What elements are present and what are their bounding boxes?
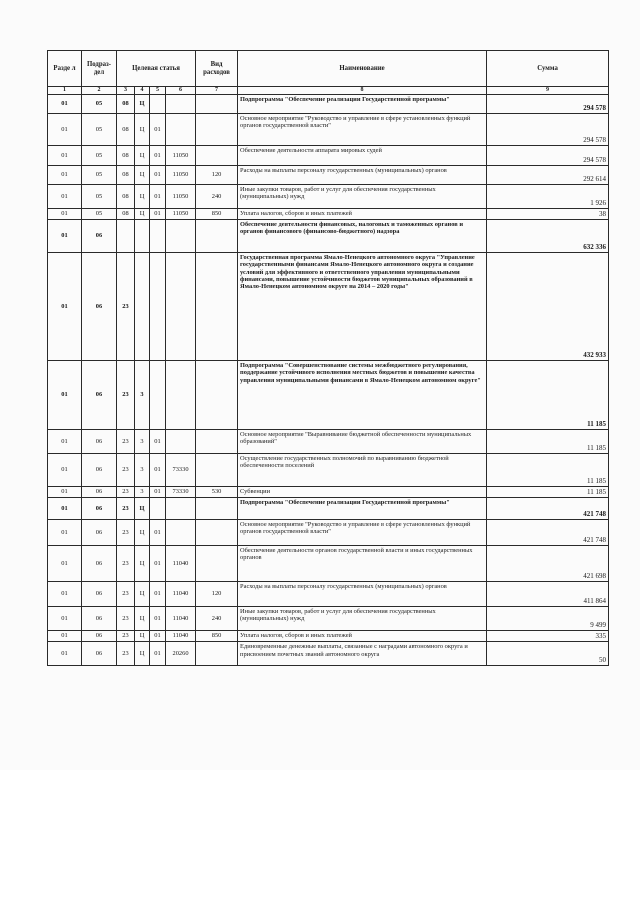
cell-razdel: 01 (48, 146, 82, 166)
header-vid-rashodov: Вид расходов (196, 51, 238, 87)
table-row (48, 642, 609, 666)
cell-program: 23 (117, 487, 135, 498)
cell-subprogram: Ц (135, 520, 150, 546)
cell-program: 23 (117, 520, 135, 546)
table-row (48, 114, 609, 146)
cell-summa: 38 (487, 209, 609, 220)
cell-razdel: 01 (48, 607, 82, 631)
cell-naimenovanie: Расходы на выплаты персоналу государственных (муниципальных) органов (238, 166, 487, 185)
cell-subprogram: Ц (135, 642, 150, 666)
cell-vid-rashodov (196, 361, 238, 430)
cell-direction (166, 253, 196, 361)
cell-direction (166, 95, 196, 114)
cell-razdel: 01 (48, 454, 82, 487)
cell-naimenovanie: Иные закупки товаров, работ и услуг для обеспечения государственных (муниципальных) нужд (238, 185, 487, 209)
cell-vid-rashodov (196, 430, 238, 454)
cell-summa: 421 748 (487, 520, 609, 546)
cell-razdel: 01 (48, 631, 82, 642)
cell-direction: 73330 (166, 487, 196, 498)
cell-naimenovanie: Подпрограмма "Совершенствование системы межбюджетного регулирования, поддержание устойчивого исполнения местных бюджетов и повышение качества управления муниципальными финансами в Ямало-Ненецком автономном округе" (238, 361, 487, 430)
cell-summa: 11 185 (487, 361, 609, 430)
cell-podrazdel: 05 (82, 114, 117, 146)
cell-vid-rashodov: 850 (196, 631, 238, 642)
cell-program: 08 (117, 166, 135, 185)
cell-naimenovanie: Основное мероприятие "Руководство и управление в сфере установленных функций органов государственной власти" (238, 520, 487, 546)
cell-summa: 432 933 (487, 253, 609, 361)
cell-subprogram: Ц (135, 546, 150, 582)
cell-summa: 421 748 (487, 498, 609, 520)
cell-event: 01 (150, 146, 166, 166)
cell-subprogram: 3 (135, 487, 150, 498)
cell-razdel: 01 (48, 253, 82, 361)
cell-direction: 11040 (166, 631, 196, 642)
cell-direction (166, 361, 196, 430)
cell-vid-rashodov (196, 146, 238, 166)
cell-subprogram (135, 253, 150, 361)
column-number: 7 (196, 87, 238, 95)
table-row (48, 361, 609, 430)
cell-direction (166, 520, 196, 546)
header-summa: Сумма (487, 51, 609, 87)
cell-subprogram: Ц (135, 146, 150, 166)
cell-podrazdel: 06 (82, 361, 117, 430)
table-row (48, 166, 609, 185)
cell-subprogram: Ц (135, 209, 150, 220)
page-bottom-area (0, 770, 640, 905)
cell-razdel: 01 (48, 520, 82, 546)
cell-naimenovanie: Подпрограмма "Обеспечение реализации Государственной программы" (238, 498, 487, 520)
cell-program: 23 (117, 361, 135, 430)
cell-subprogram: Ц (135, 607, 150, 631)
cell-summa: 411 864 (487, 582, 609, 607)
cell-vid-rashodov: 240 (196, 185, 238, 209)
cell-program: 23 (117, 253, 135, 361)
cell-vid-rashodov (196, 546, 238, 582)
cell-podrazdel: 05 (82, 185, 117, 209)
table-row (48, 430, 609, 454)
cell-summa: 50 (487, 642, 609, 666)
table-row (48, 631, 609, 642)
cell-summa: 11 185 (487, 454, 609, 487)
cell-naimenovanie: Субвенции (238, 487, 487, 498)
cell-podrazdel: 06 (82, 454, 117, 487)
budget-table (47, 50, 609, 666)
cell-podrazdel: 06 (82, 430, 117, 454)
cell-naimenovanie: Иные закупки товаров, работ и услуг для обеспечения государственных (муниципальных) нужд (238, 607, 487, 631)
cell-naimenovanie: Расходы на выплаты персоналу государственных (муниципальных) органов (238, 582, 487, 607)
table-row (48, 146, 609, 166)
cell-program: 23 (117, 642, 135, 666)
cell-razdel: 01 (48, 546, 82, 582)
table-row (48, 582, 609, 607)
cell-program: 08 (117, 95, 135, 114)
cell-vid-rashodov (196, 454, 238, 487)
cell-vid-rashodov (196, 498, 238, 520)
cell-podrazdel: 05 (82, 166, 117, 185)
cell-subprogram: Ц (135, 166, 150, 185)
cell-razdel: 01 (48, 642, 82, 666)
cell-subprogram: Ц (135, 95, 150, 114)
cell-program: 23 (117, 454, 135, 487)
cell-razdel: 01 (48, 209, 82, 220)
cell-subprogram: Ц (135, 631, 150, 642)
cell-razdel: 01 (48, 361, 82, 430)
cell-vid-rashodov (196, 642, 238, 666)
cell-event (150, 253, 166, 361)
cell-summa: 292 614 (487, 166, 609, 185)
cell-podrazdel: 06 (82, 631, 117, 642)
cell-naimenovanie: Единовременные денежные выплаты, связанные с наградами автономного округа и присвоением почетных званий автономного округа (238, 642, 487, 666)
table-row (48, 546, 609, 582)
cell-razdel: 01 (48, 430, 82, 454)
cell-razdel: 01 (48, 166, 82, 185)
column-number-row (48, 87, 609, 95)
cell-direction: 11040 (166, 607, 196, 631)
cell-summa: 9 499 (487, 607, 609, 631)
cell-event: 01 (150, 209, 166, 220)
cell-subprogram: Ц (135, 114, 150, 146)
table-body (48, 95, 609, 666)
cell-podrazdel: 06 (82, 582, 117, 607)
cell-event (150, 498, 166, 520)
cell-subprogram: Ц (135, 582, 150, 607)
cell-vid-rashodov: 120 (196, 582, 238, 607)
cell-podrazdel: 06 (82, 520, 117, 546)
cell-podrazdel: 05 (82, 95, 117, 114)
table-row (48, 220, 609, 253)
cell-vid-rashodov (196, 253, 238, 361)
cell-razdel: 01 (48, 582, 82, 607)
cell-razdel: 01 (48, 220, 82, 253)
table-header-row (48, 51, 609, 87)
cell-summa: 632 336 (487, 220, 609, 253)
cell-direction: 11040 (166, 582, 196, 607)
cell-event: 01 (150, 185, 166, 209)
table-row (48, 607, 609, 631)
cell-naimenovanie: Подпрограмма "Обеспечение реализации Государственной программы" (238, 95, 487, 114)
cell-vid-rashodov (196, 520, 238, 546)
table-row (48, 209, 609, 220)
cell-program: 23 (117, 582, 135, 607)
cell-program: 23 (117, 546, 135, 582)
cell-vid-rashodov (196, 220, 238, 253)
cell-event: 01 (150, 631, 166, 642)
cell-event (150, 95, 166, 114)
cell-event: 01 (150, 430, 166, 454)
cell-summa: 335 (487, 631, 609, 642)
cell-event: 01 (150, 607, 166, 631)
column-number: 4 (135, 87, 150, 95)
table-row (48, 520, 609, 546)
cell-summa: 294 578 (487, 95, 609, 114)
cell-program: 08 (117, 209, 135, 220)
cell-direction: 20260 (166, 642, 196, 666)
cell-vid-rashodov: 530 (196, 487, 238, 498)
cell-summa: 421 698 (487, 546, 609, 582)
column-number: 2 (82, 87, 117, 95)
cell-program: 23 (117, 498, 135, 520)
header-razdel: Разде л (48, 51, 82, 87)
cell-naimenovanie: Обеспечение деятельности органов государственной власти и иных государственных органов (238, 546, 487, 582)
cell-naimenovanie: Уплата налогов, сборов и иных платежей (238, 631, 487, 642)
cell-event: 01 (150, 454, 166, 487)
cell-naimenovanie: Обеспечение деятельности аппарата мировых судей (238, 146, 487, 166)
header-celevaya-statya: Целевая статья (117, 51, 196, 87)
cell-event: 01 (150, 520, 166, 546)
cell-program: 23 (117, 430, 135, 454)
cell-podrazdel: 06 (82, 546, 117, 582)
cell-naimenovanie: Уплата налогов, сборов и иных платежей (238, 209, 487, 220)
cell-razdel: 01 (48, 487, 82, 498)
cell-vid-rashodov: 120 (196, 166, 238, 185)
column-number: 3 (117, 87, 135, 95)
cell-event: 01 (150, 546, 166, 582)
cell-direction: 11050 (166, 185, 196, 209)
cell-event (150, 220, 166, 253)
column-number: 9 (487, 87, 609, 95)
cell-direction (166, 220, 196, 253)
cell-direction (166, 114, 196, 146)
cell-naimenovanie: Осуществление государственных полномочий по выравниванию бюджетной обеспеченности поселений (238, 454, 487, 487)
cell-program: 08 (117, 114, 135, 146)
cell-razdel: 01 (48, 95, 82, 114)
cell-podrazdel: 06 (82, 220, 117, 253)
cell-summa: 294 578 (487, 146, 609, 166)
cell-direction: 11050 (166, 166, 196, 185)
cell-podrazdel: 05 (82, 209, 117, 220)
cell-event: 01 (150, 642, 166, 666)
cell-program: 08 (117, 146, 135, 166)
cell-direction: 11050 (166, 146, 196, 166)
cell-program: 23 (117, 607, 135, 631)
cell-subprogram: 3 (135, 361, 150, 430)
cell-direction: 11050 (166, 209, 196, 220)
header-naimenovanie: Наименование (238, 51, 487, 87)
cell-vid-rashodov (196, 114, 238, 146)
cell-podrazdel: 06 (82, 487, 117, 498)
cell-razdel: 01 (48, 114, 82, 146)
cell-direction: 73330 (166, 454, 196, 487)
cell-naimenovanie: Обеспечение деятельности финансовых, налоговых и таможенных органов и органов финансового (финансово-бюджетного) надзора (238, 220, 487, 253)
table-row (48, 498, 609, 520)
table-row (48, 487, 609, 498)
cell-subprogram: Ц (135, 498, 150, 520)
cell-vid-rashodov: 240 (196, 607, 238, 631)
cell-event: 01 (150, 114, 166, 146)
cell-summa: 1 926 (487, 185, 609, 209)
cell-summa: 11 185 (487, 487, 609, 498)
table-row (48, 185, 609, 209)
cell-summa: 294 578 (487, 114, 609, 146)
cell-podrazdel: 06 (82, 253, 117, 361)
cell-naimenovanie: Основное мероприятие "Выравнивание бюджетной обеспеченности муниципальных образований" (238, 430, 487, 454)
cell-subprogram: 3 (135, 430, 150, 454)
table-row (48, 454, 609, 487)
cell-naimenovanie: Основное мероприятие "Руководство и управление в сфере установленных функций органов государственной власти" (238, 114, 487, 146)
cell-direction: 11040 (166, 546, 196, 582)
cell-podrazdel: 06 (82, 642, 117, 666)
cell-program: 23 (117, 631, 135, 642)
cell-subprogram (135, 220, 150, 253)
column-number: 1 (48, 87, 82, 95)
cell-summa: 11 185 (487, 430, 609, 454)
cell-podrazdel: 05 (82, 146, 117, 166)
table-row (48, 253, 609, 361)
cell-vid-rashodov (196, 95, 238, 114)
cell-program: 08 (117, 185, 135, 209)
cell-podrazdel: 06 (82, 607, 117, 631)
column-number: 8 (238, 87, 487, 95)
cell-podrazdel: 06 (82, 498, 117, 520)
cell-subprogram: 3 (135, 454, 150, 487)
table-row (48, 95, 609, 114)
cell-vid-rashodov: 850 (196, 209, 238, 220)
column-number: 6 (166, 87, 196, 95)
cell-direction (166, 430, 196, 454)
cell-razdel: 01 (48, 185, 82, 209)
cell-direction (166, 498, 196, 520)
cell-event: 01 (150, 487, 166, 498)
cell-event: 01 (150, 166, 166, 185)
cell-program (117, 220, 135, 253)
cell-razdel: 01 (48, 498, 82, 520)
column-number: 5 (150, 87, 166, 95)
cell-naimenovanie: Государственная программа Ямало-Ненецкого автономного округа "Управление государственными финансами Ямало-Ненецкого автономного округа и создание условий для эффективного и ответственного управления муниципальными финансами, повышение устойчивости бюджетов муниципальных образований в Ямало-Ненецком автономном округе на 2014 – 2020 годы" (238, 253, 487, 361)
header-podrazdel: Подраз- дел (82, 51, 117, 87)
cell-event: 01 (150, 582, 166, 607)
cell-event (150, 361, 166, 430)
cell-subprogram: Ц (135, 185, 150, 209)
